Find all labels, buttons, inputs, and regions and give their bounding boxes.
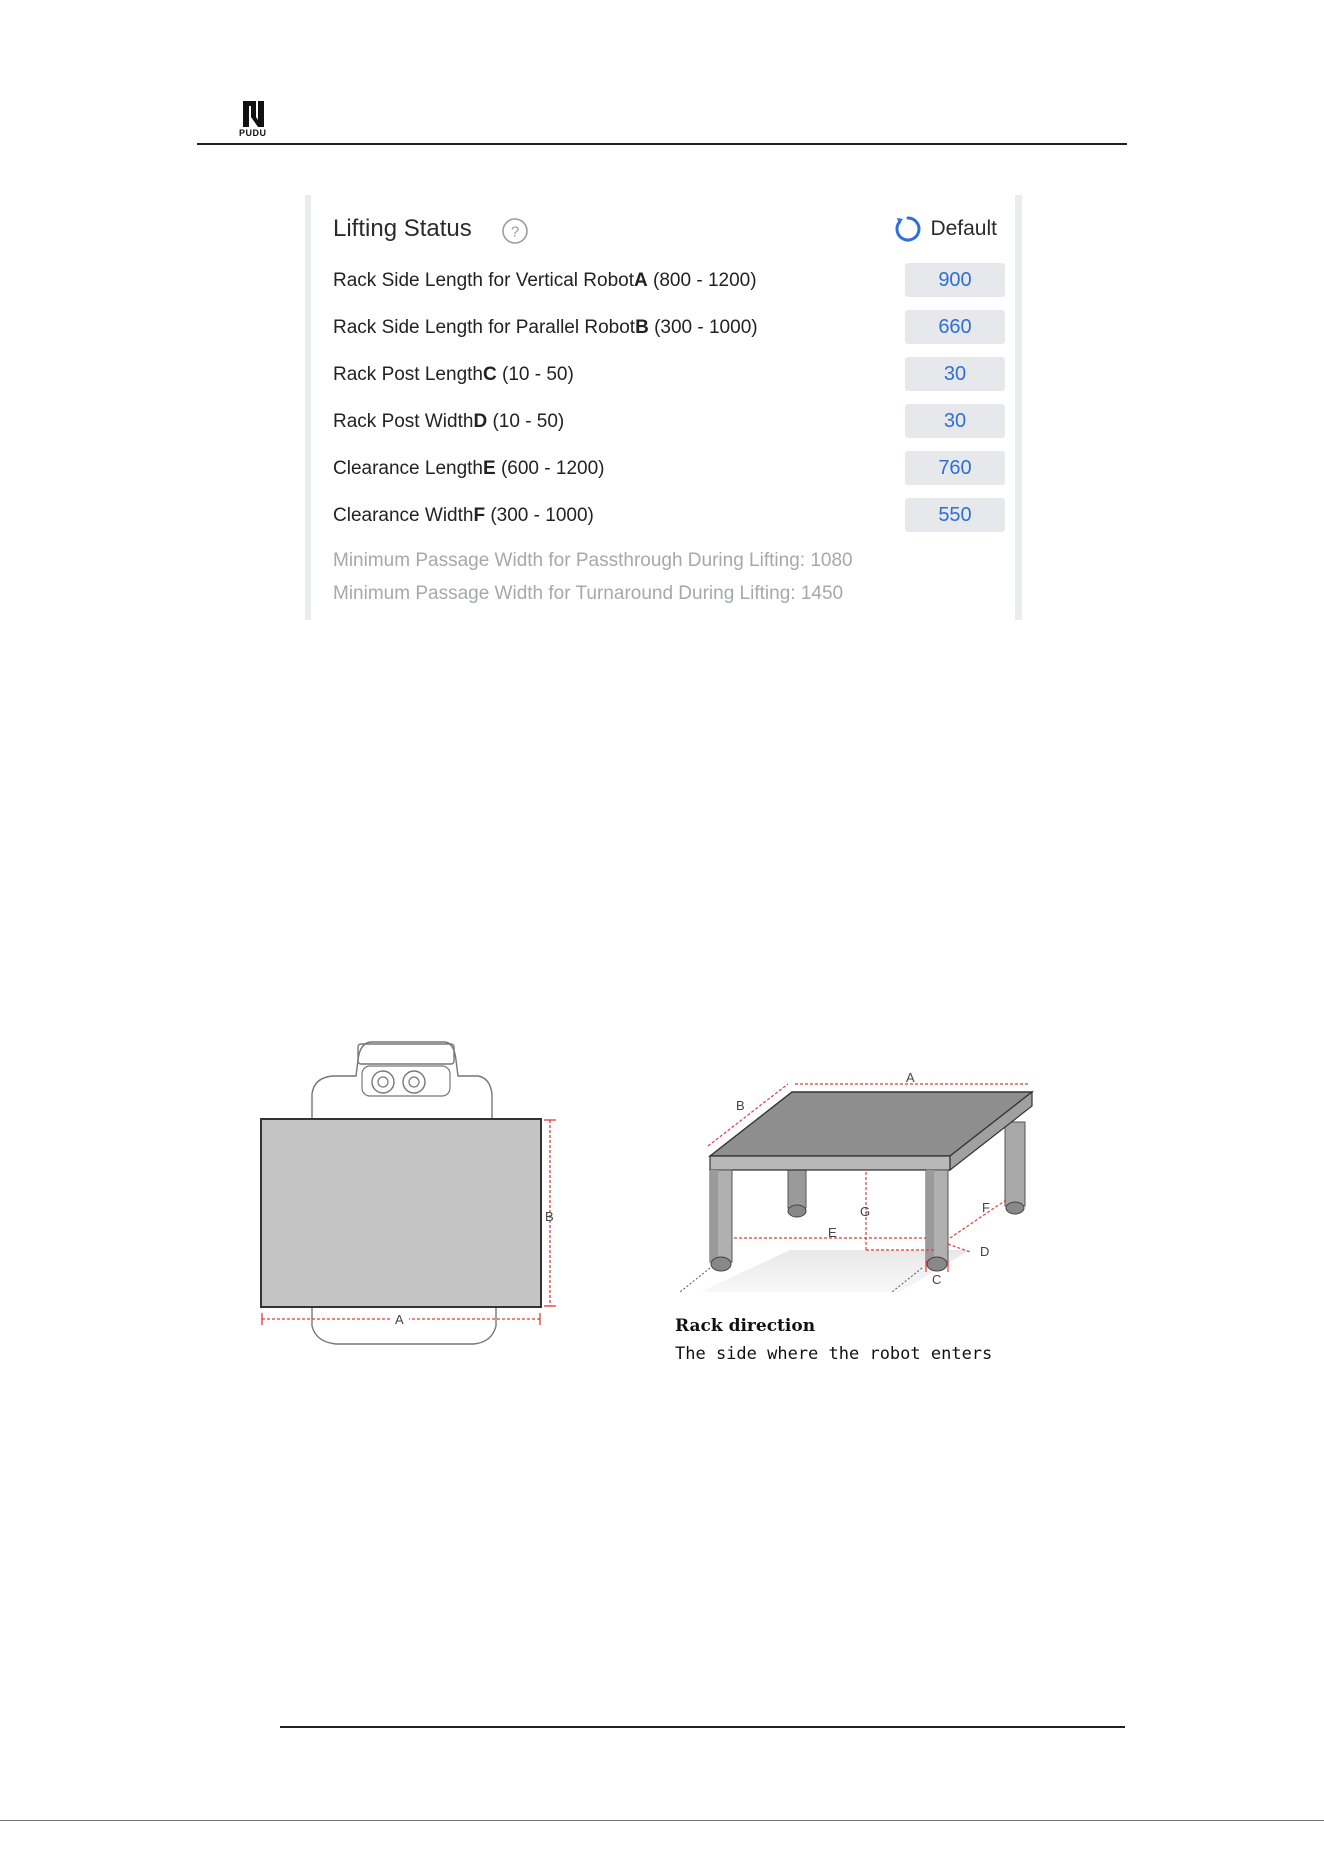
rack-dim-f-label: F	[982, 1200, 990, 1215]
param-label-f: Clearance WidthF (300 - 1000)	[333, 505, 594, 526]
rack-dim-a-label: A	[906, 1070, 915, 1085]
svg-text:?: ?	[510, 223, 520, 241]
passthrough-width-info: Minimum Passage Width for Passthrough During Lifting: 1080	[333, 550, 853, 571]
param-row-e	[333, 451, 1005, 487]
rack-dim-d-label: D	[980, 1244, 990, 1259]
footer-divider	[280, 1726, 1125, 1728]
param-row-a	[333, 263, 1005, 299]
param-row-c	[333, 357, 1005, 393]
param-label-b: Rack Side Length for Parallel RobotB (300 - 1000)	[333, 317, 758, 338]
robot-dim-b-label: B	[545, 1209, 554, 1224]
default-button[interactable]	[894, 215, 997, 243]
rack-dim-c-label: C	[932, 1272, 942, 1287]
header-divider	[197, 143, 1127, 145]
param-input-f[interactable]: 550	[905, 498, 1005, 532]
rack-3d-diagram	[670, 1060, 1050, 1310]
rack-dim-e-label: E	[828, 1225, 837, 1240]
default-label: Default	[930, 217, 997, 240]
rack-direction-caption: The side where the robot enters	[675, 1344, 993, 1364]
lifting-status-panel	[305, 195, 1022, 620]
rack-dim-b-label: B	[736, 1098, 745, 1113]
rack-direction-title: Rack direction	[675, 1316, 816, 1336]
param-input-a[interactable]: 900	[905, 263, 1005, 297]
rack-dim-g-label: G	[860, 1204, 871, 1219]
brand-name: PUDU	[239, 128, 267, 138]
help-icon[interactable]	[501, 217, 529, 245]
param-row-b	[333, 310, 1005, 346]
panel-title: Lifting Status	[333, 215, 472, 242]
reset-icon	[894, 215, 922, 243]
robot-top-view-diagram	[252, 1030, 572, 1350]
param-label-d: Rack Post WidthD (10 - 50)	[333, 411, 565, 432]
param-label-e: Clearance LengthE (600 - 1200)	[333, 458, 605, 479]
param-row-f	[333, 498, 1005, 534]
param-input-e[interactable]: 760	[905, 451, 1005, 485]
param-row-d	[333, 404, 1005, 440]
param-input-c[interactable]: 30	[905, 357, 1005, 391]
page-bottom-divider	[0, 1820, 1324, 1821]
param-input-b[interactable]: 660	[905, 310, 1005, 344]
param-input-d[interactable]: 30	[905, 404, 1005, 438]
turnaround-width-info: Minimum Passage Width for Turnaround During Lifting: 1450	[333, 583, 844, 604]
param-label-a: Rack Side Length for Vertical RobotA (800 - 1200)	[333, 270, 757, 291]
robot-dim-a-label: A	[395, 1312, 404, 1327]
param-label-c: Rack Post LengthC (10 - 50)	[333, 364, 574, 385]
